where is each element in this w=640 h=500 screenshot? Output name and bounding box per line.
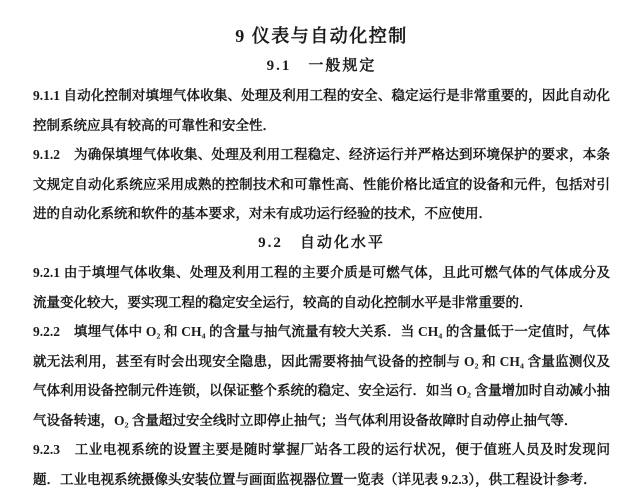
paragraph-9-1-2-line-2: 文规定自动化系统应采用成熟的控制技术和可靠性高、性能价格比适宜的设备和元件，包括对引 <box>33 176 610 192</box>
section-heading-9-1: 9.1 一般规定 <box>266 57 377 74</box>
chapter-title: 9 仪表与自动化控制 <box>235 26 408 46</box>
paragraph-9-2-3-line-1: 9.2.3 工业电视系统的设置主要是随时掌握厂站各工段的运行状况，便于值班人员及时发现问 <box>33 442 610 457</box>
paragraph-9-2-1-line-1: 9.2.1 由于填埋气体收集、处理及利用工程的主要介质是可燃气体，且此可燃气体的气体成分及 <box>33 265 610 280</box>
section-heading-9-2: 9.2 自动化水平 <box>258 234 385 251</box>
paragraph-9-1-1-line-2: 控制系统应具有较高的可靠性和安全性． <box>33 117 276 133</box>
paragraph-9-2-2-line-3: 气体利用设备控制元件连锁，以保证整个系统的稳定、安全运行．如当 O₂ 含量增加时自动减小抽 <box>33 383 610 398</box>
paragraph-9-1-2-line-1: 9.1.2 为确保填埋气体收集、处理及利用工程稳定、经济运行并严格达到环境保护的要求，本条 <box>33 147 610 162</box>
paragraph-9-2-2-line-4: 气设备转速，O₂ 含量超过安全线时立即停止抽气；当气体利用设备故障时自动停止抽气等． <box>33 412 578 428</box>
paragraph-9-2-3-line-2: 题．工业电视系统摄像头安装位置与画面监视器位置一览表（详见表 9.2.3），供工程设计参考． <box>33 471 597 487</box>
paragraph-9-2-2-line-1: 9.2.2 填埋气体中 O₂ 和 CH₄ 的含量与抽气流量有较大关系．当 CH₄ 的含量低于一定值时，气体 <box>33 324 610 339</box>
paragraph-9-1-1-line-1: 9.1.1 自动化控制对填埋气体收集、处理及利用工程的安全、稳定运行是非常重要的，因此自动化 <box>33 88 610 103</box>
paragraph-9-1-2-line-3: 进的自动化系统和软件的基本要求，对未有成功运行经验的技术，不应使用． <box>33 206 492 221</box>
paragraph-9-2-1-line-2: 流量变化较大，要实现工程的稳定安全运行，较高的自动化控制水平是非常重要的． <box>33 294 533 310</box>
paragraph-9-2-2-line-2: 就无法利用，甚至有时会出现安全隐患，因此需要将抽气设备的控制与 O₂ 和 CH₄ 含量监测仪及 <box>33 353 610 369</box>
